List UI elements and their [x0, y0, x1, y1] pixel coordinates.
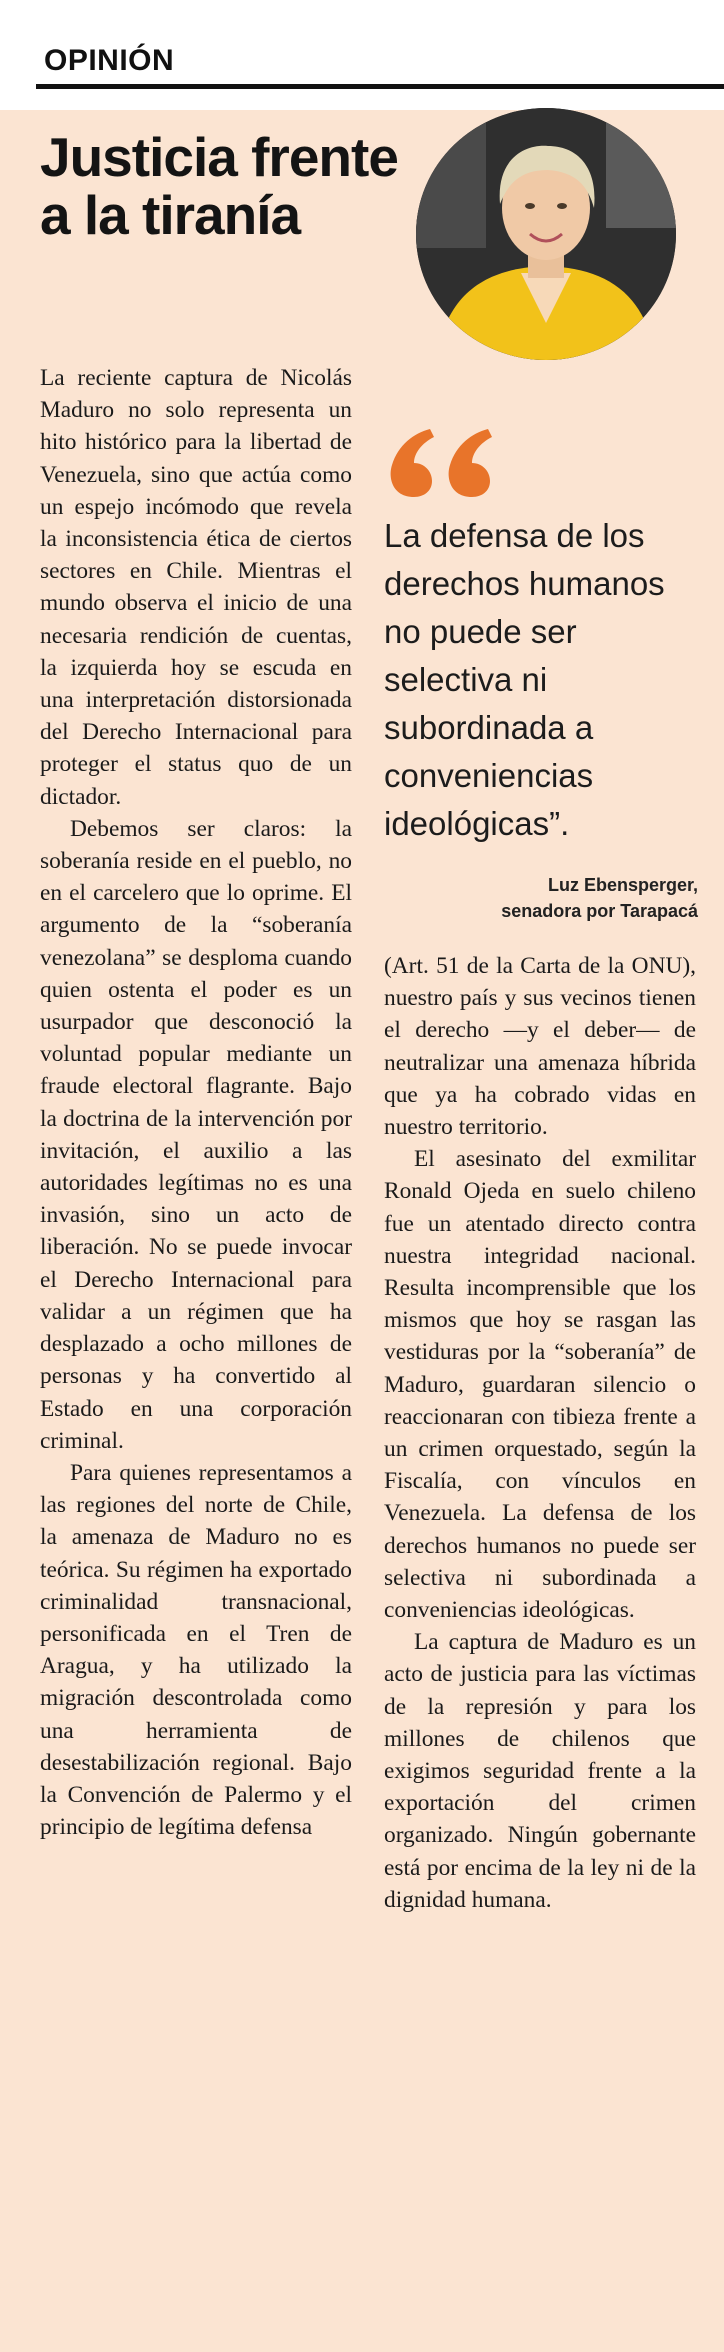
- quote-attribution: [501, 872, 698, 924]
- paragraph: Para quienes representamos a las regiones del norte de Chile, la amenaza de Maduro no es teórica. Su régimen ha exportado criminalidad transnacional, personificada en el Tren de Aragua, y ha utilizado la migración descontrolada como una herramienta de desestabilización regional. Bajo la Convención de Palermo y el principio de legítima defensa: [40, 1459, 352, 1841]
- quote-mark-icon: [384, 425, 524, 505]
- article-column-right: [384, 950, 696, 1916]
- paragraph: La captura de Maduro es un acto de justicia para las víctimas de la represión y para los millones de chilenos que exigimos seguridad frente a la exportación del crimen organizado. Ningún gobernante está por encima de la ley ni de la dignidad humana.: [384, 1629, 696, 1913]
- portrait-illustration: [416, 108, 676, 360]
- section-label: OPINIÓN: [44, 44, 175, 77]
- paragraph: Debemos ser claros: la soberanía reside en el pueblo, no en el carcelero que lo oprime. El argumento de la “soberanía venezolana” se desploma cuando quien ostenta el poder es un usurpador que desconoció la voluntad popular mediante un fraude electoral flagrante. Bajo la doctrina de la intervención por invitación, el auxilio a las autoridades legítimas no es una invasión, sino un acto de liberación. No se puede invocar el Derecho Internacional para validar a un régimen que ha desplazado a ocho millones de personas y ha convertido al Estado en una corporación criminal.: [40, 815, 352, 1454]
- author-portrait: [416, 108, 676, 360]
- paragraph: (Art. 51 de la Carta de la ONU), nuestro país y sus vecinos tienen el derecho —y el deber— de neutralizar una amenaza híbrida que ya ha cobrado vidas en nuestro territorio.: [384, 953, 696, 1141]
- paragraph: El asesinato del exmilitar Ronald Ojeda en suelo chileno fue un atentado directo contra nuestra integridad nacional. Resulta incomprensible que los mismos que hoy se rasgan las vestiduras por la “soberanía” de Maduro, guardaran silencio o reaccionaran con tibieza frente a un crimen orquestado, según la Fiscalía, con vínculos en Venezuela. La defensa de los derechos humanos no puede ser selectiva ni subordinada a conveniencias ideológicas.: [384, 1146, 696, 1624]
- article-headline: Justicia frente a la tiranía: [40, 126, 398, 246]
- pull-quote: La defensa de los derechos humanos no puede ser selectiva ni subordinada a conveniencias ideológicas”.: [384, 517, 665, 842]
- author-name: Luz Ebensperger,: [547, 875, 698, 895]
- section-divider: [36, 84, 724, 89]
- article-column-left: [40, 362, 352, 1843]
- section-header: [0, 0, 724, 110]
- author-role: senadora por Tarapacá: [501, 901, 698, 921]
- paragraph: La reciente captura de Nicolás Maduro no solo representa un hito histórico para la libertad de Venezuela, sino que actúa como un espejo incómodo que revela la inconsistencia ética de ciertos sectores en Chile. Mientras el mundo observa el inicio de una necesaria rendición de cuentas, la izquierda hoy se escuda en una interpretación distorsionada del Derecho Internacional para proteger el status quo de un dictador.: [40, 365, 352, 810]
